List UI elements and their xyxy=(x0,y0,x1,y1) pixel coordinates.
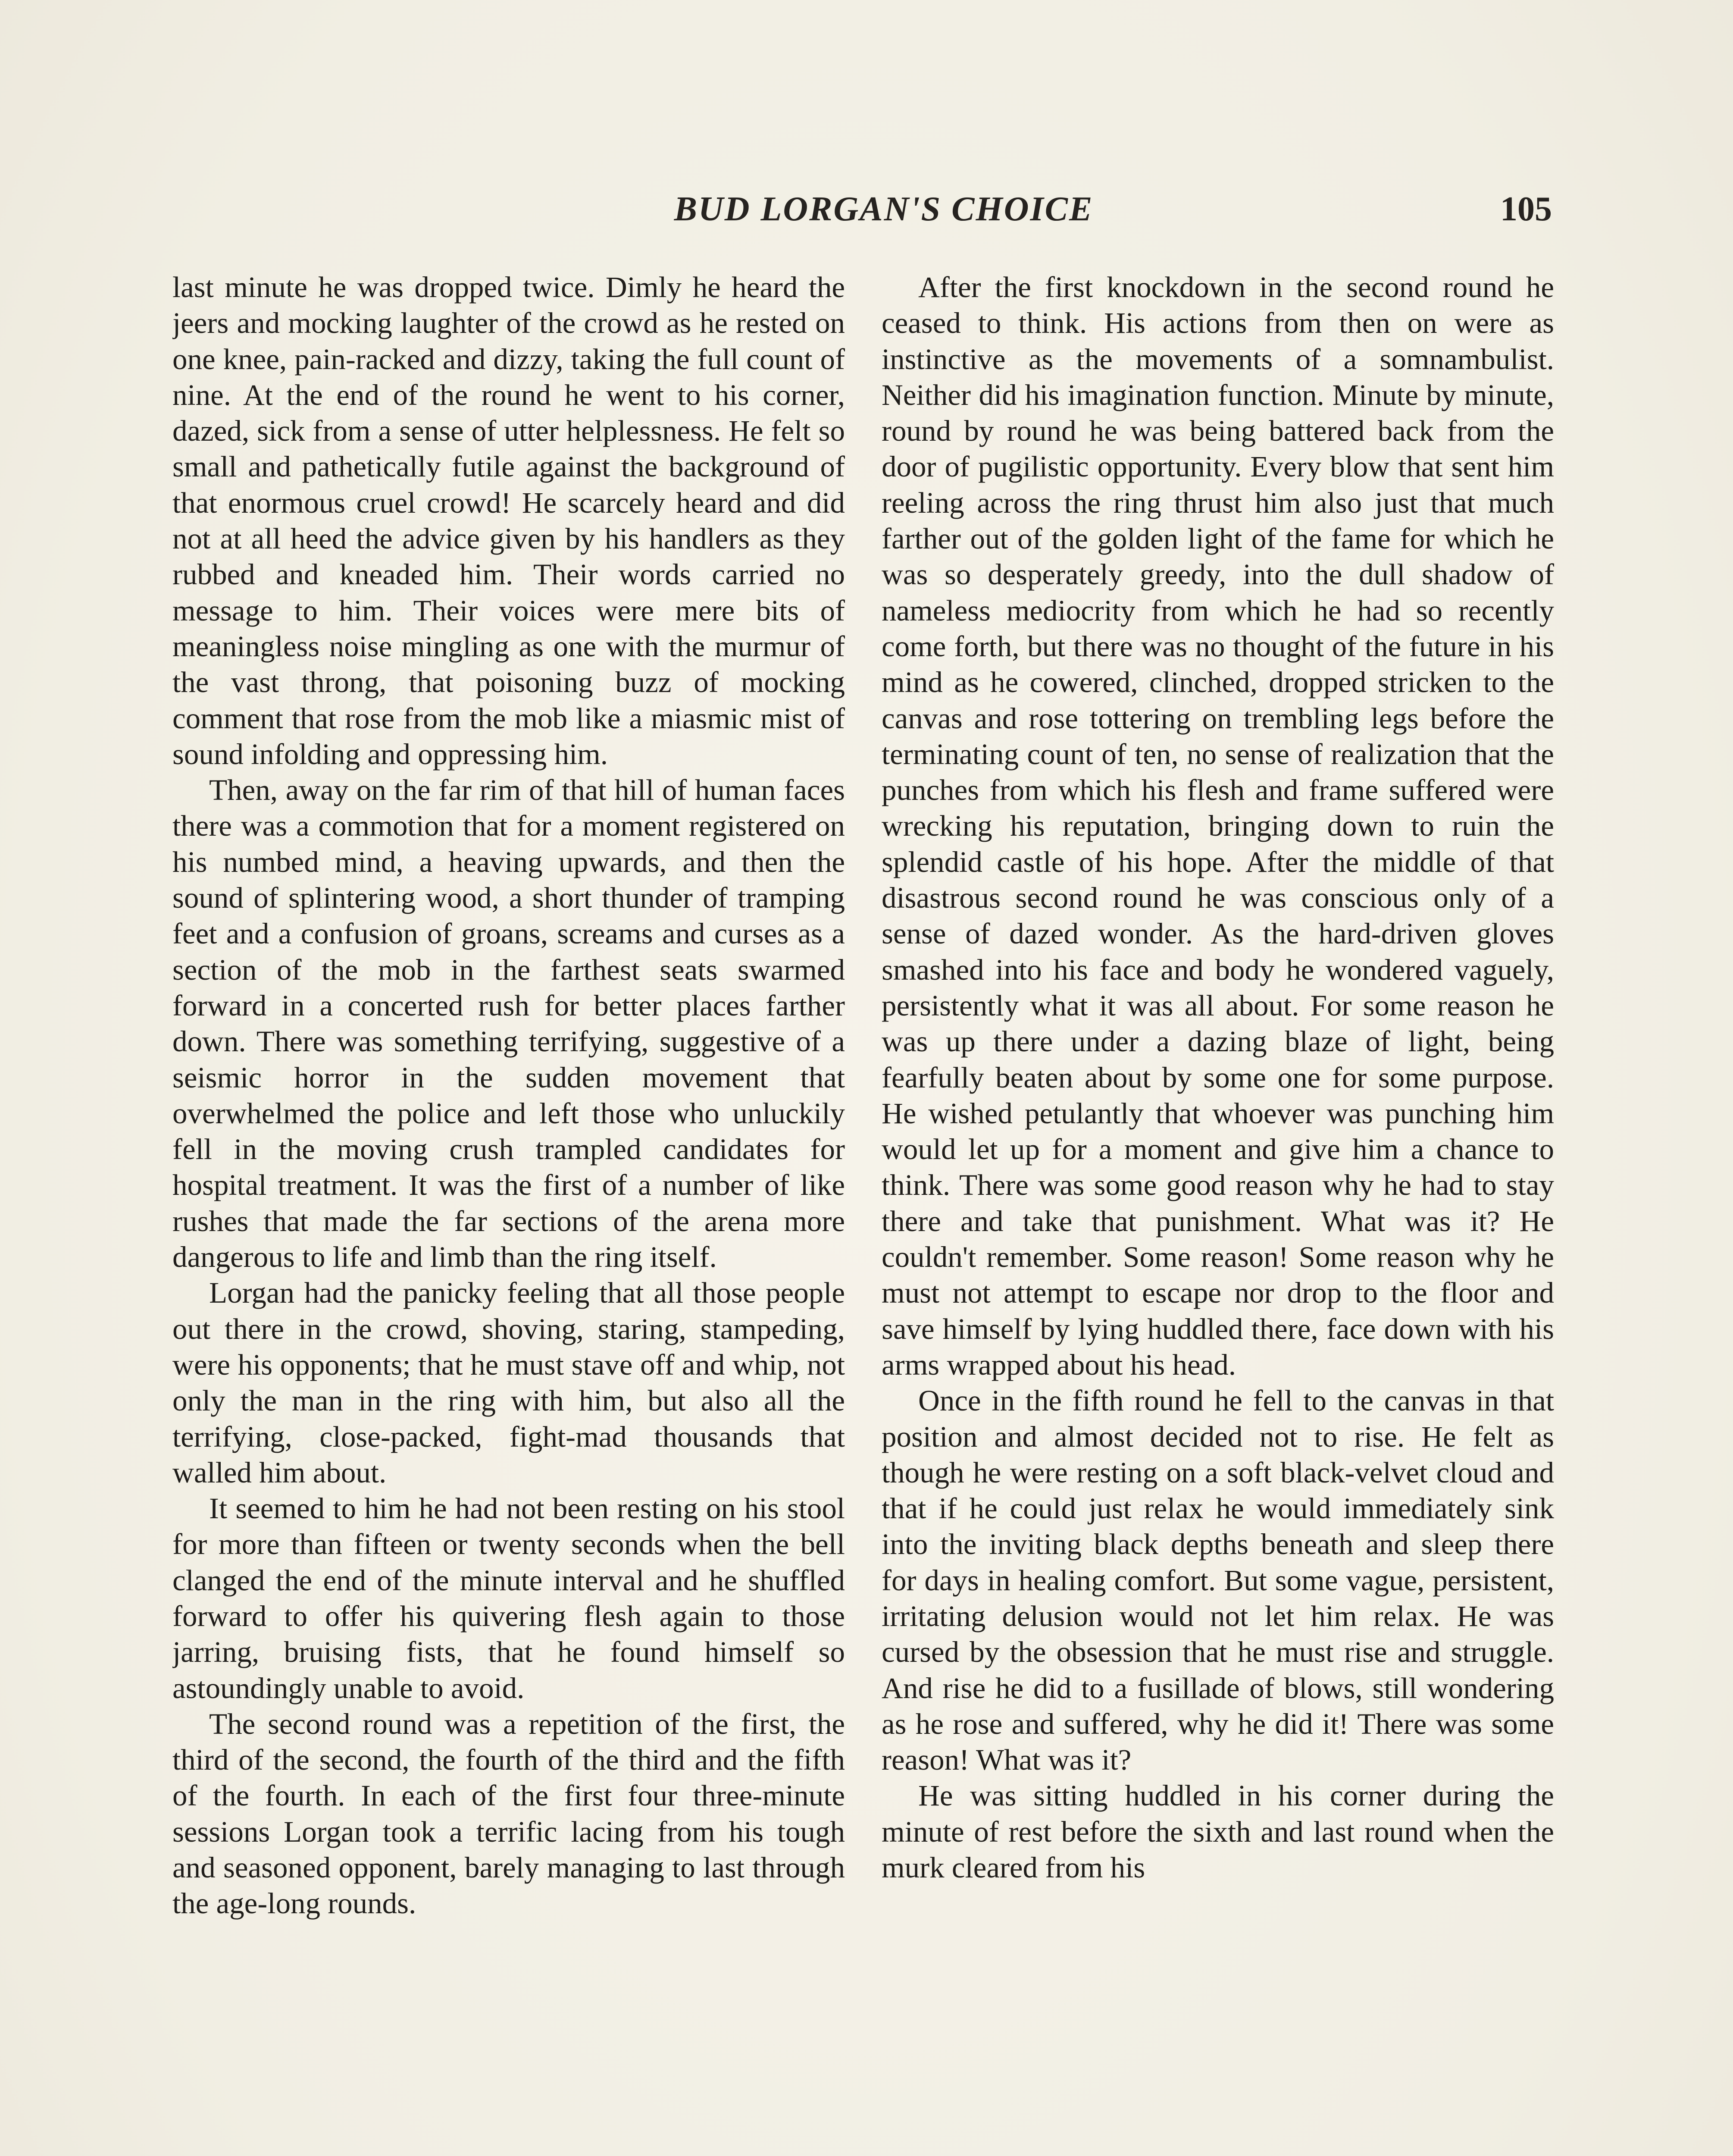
paragraph: Once in the fifth round he fell to the canvas in that position and almost decided not to rise. He felt as though he were resting on a soft black-velvet cloud and that if he could just relax he would immediately sink into the inviting black depths beneath and sleep there for days in healing comfort. But some vague, persistent, irritating delusion would not let him relax. He was cursed by the obsession that he must rise and struggle. And rise he did to a fusillade of blows, still wondering as he rose and suffered, why he did it! There was some reason! What was it? xyxy=(882,1384,1554,1777)
paragraph: Then, away on the far rim of that hill of human faces there was a commotion that for a moment registered on his numbed mind, a heaving upwards, and then the sound of splintering wood, a short thunder of tramping feet and a confusion of groans, screams and curses as a section of the mob in the farthest seats swarmed forward in a concerted rush for better places farther down. There was something terrifying, suggestive of a seismic horror in the sudden movement that overwhelmed the police and left those who unluckily fell in the moving crush trampled candidates for hospital treatment. It was the first of a number of like rushes that made the far sections of the arena more dangerous to life and limb than the ring itself. xyxy=(172,774,845,1274)
paragraph: He was sitting huddled in his corner during the minute of rest before the sixth and last round when the murk cleared from his xyxy=(882,1779,1554,1884)
page-number: 105 xyxy=(1500,190,1552,228)
paragraph: After the first knockdown in the second round he ceased to think. His actions from then on were as instinctive as the movements of a somnambulist. Neither did his imagination function. Minute by minute, round by round he was being battered back from the door of pugilistic opportunity. Every blow that sent him reeling across the ring thrust him also just that much farther out of the golden light of the fame for which he was so desperately greedy, into the dull shadow of nameless mediocrity from which he had so recently come forth, but there was no thought of the future in his mind as he cowered, clinched, dropped stricken to the canvas and rose tottering on trembling legs before the terminating count of ten, no sense of realization that the punches from which his flesh and frame suffered were wrecking his reputation, bringing down to ruin the splendid castle of his hope. After the middle of that disastrous second round he was conscious only of a sense of dazed wonder. As the hard-driven gloves smashed into his face and body he wondered vaguely, persistently what it was all about. For some reason he was up there under a dazing blaze of light, being fearfully beaten about by some one for some purpose. He wished petulantly that whoever was punching him would let up for a moment and give him a chance to think. There was some good reason why he had to stay there and take that punishment. What was it? He couldn't remember. Some reason! Some reason why he must not attempt to escape nor drop to the floor and save himself by lying huddled there, face down with his arms wrapped about his head. xyxy=(882,271,1554,1381)
paragraph: last minute he was dropped twice. Dimly he heard the jeers and mocking laughter of the crowd as he rested on one knee, pain-racked and dizzy, taking the full count of nine. At the end of the round he went to his corner, dazed, sick from a sense of utter helplessness. He felt so small and pathetically futile against the background of that enormous cruel crowd! He scarcely heard and did not at all heed the advice given by his handlers as they rubbed and kneaded him. Their words carried no message to him. Their voices were mere bits of meaningless noise mingling as one with the murmur of the vast throng, that poisoning buzz of mocking comment that rose from the mob like a miasmic mist of sound infolding and oppressing him. xyxy=(172,271,845,771)
paragraph: Lorgan had the panicky feeling that all those people out there in the crowd, shoving, staring, stampeding, were his opponents; that he must stave off and whip, not only the man in the ring with him, but also all the terrifying, close-packed, fight-mad thousands that walled him about. xyxy=(172,1276,845,1489)
right-column xyxy=(882,270,1554,2156)
left-column xyxy=(172,270,845,2156)
running-title: BUD LORGAN'S CHOICE xyxy=(674,190,1094,228)
paragraph: It seemed to him he had not been resting on his stool for more than fifteen or twenty seconds when the bell clanged the end of the minute interval and he shuffled forward to offer his quivering flesh again to those jarring, bruising fists, that he found himself so astoundingly unable to avoid. xyxy=(172,1492,845,1705)
paragraph: The second round was a repetition of the first, the third of the second, the fourth of the third and the fifth of the fourth. In each of the first four three-minute sessions Lorgan took a terrific lacing from his tough and seasoned opponent, barely managing to last through the age-long rounds. xyxy=(172,1707,845,1920)
